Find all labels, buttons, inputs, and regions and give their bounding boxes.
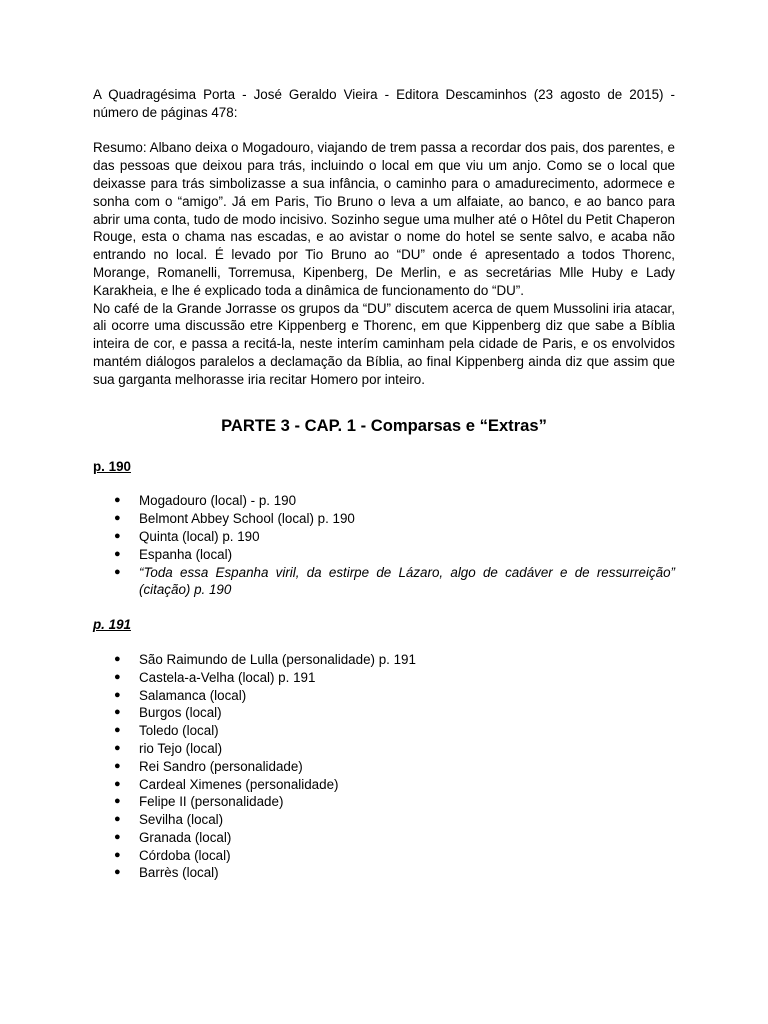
bullet-icon: ● bbox=[114, 512, 121, 525]
bullet-icon: ● bbox=[114, 848, 121, 861]
list-item bbox=[93, 687, 675, 705]
bullet-icon: ● bbox=[114, 688, 121, 701]
list-item-text: Quinta (local) p. 190 bbox=[139, 528, 260, 544]
bullet-icon: ● bbox=[114, 759, 121, 772]
list-item-text: Cardeal Ximenes (personalidade) bbox=[139, 776, 339, 792]
bullet-icon: ● bbox=[114, 670, 121, 683]
list-item bbox=[93, 492, 675, 510]
header-line: A Quadragésima Porta - José Geraldo Vieira - Editora Descaminhos (23 agosto de 2015) - número de páginas 478: bbox=[93, 87, 675, 120]
list-item bbox=[93, 510, 675, 528]
list-item-text: Felipe II (personalidade) bbox=[139, 794, 284, 810]
list-item bbox=[93, 651, 675, 669]
bullet-icon: ● bbox=[114, 813, 121, 826]
list-item-text: Toledo (local) bbox=[139, 723, 219, 739]
list-item bbox=[93, 864, 675, 882]
page-ref-191: p. 191 bbox=[93, 617, 131, 633]
list-item bbox=[93, 811, 675, 829]
bullet-icon: ● bbox=[114, 652, 121, 665]
summary-paragraph: Resumo: Albano deixa o Mogadouro, viajando de trem passa a recordar dos pais, dos parentes, e das pessoas que deixou para trás, incluindo o local em que viu um anjo. Como se o local que deixasse para trás simbolizasse a sua infância, o caminho para o amadurecimento, adormece e sonha com o “amigo”. Já em Paris, Tio Bruno o leva a um alfaiate, ao banco, e ao banco para abrir uma conta, tudo de modo incisivo. Sozinho segue uma mulher até o Hôtel du Petit Chaperon Rouge, esta o chama nas escadas, e ao avistar o nome do hotel se sente salvo, e acaba não entrando no local. É levado por Tio Bruno ao “DU” onde é apresentado a todos Thorenc, Morange, Romanelli, Torremusa, Kipenberg, De Merlin, e as secretárias Mlle Huby e Lady Karakheia, e lhe é explicado toda a dinâmica de funcionamento do “DU”. bbox=[93, 140, 675, 298]
bullet-icon: ● bbox=[114, 741, 121, 754]
list-item-text: rio Tejo (local) bbox=[139, 740, 223, 756]
list-item bbox=[93, 722, 675, 740]
section-title: PARTE 3 - CAP. 1 - Comparsas e “Extras” bbox=[221, 415, 547, 435]
bullet-icon: ● bbox=[114, 494, 121, 507]
list-item bbox=[93, 740, 675, 758]
list-item-text: Sevilha (local) bbox=[139, 812, 224, 828]
list-item bbox=[93, 758, 675, 776]
spacer bbox=[93, 122, 675, 140]
list-item bbox=[93, 829, 675, 847]
bullet-icon: ● bbox=[114, 866, 121, 879]
bullet-icon: ● bbox=[114, 529, 121, 542]
bullet-icon: ● bbox=[114, 830, 121, 843]
list-p190 bbox=[93, 492, 675, 599]
list-item-text: Salamanca (local) bbox=[139, 687, 247, 703]
list-item bbox=[93, 793, 675, 811]
bullet-icon: ● bbox=[114, 565, 121, 578]
document-page bbox=[93, 86, 675, 899]
list-item-quote bbox=[93, 564, 675, 600]
list-item bbox=[93, 776, 675, 794]
bullet-icon: ● bbox=[114, 724, 121, 737]
list-item-text: Espanha (local) bbox=[139, 546, 233, 562]
list-item-text: Granada (local) bbox=[139, 829, 232, 845]
bullet-icon: ● bbox=[114, 706, 121, 719]
page-ref-190: p. 190 bbox=[93, 458, 131, 474]
list-item bbox=[93, 847, 675, 865]
list-item-text: São Raimundo de Lulla (personalidade) p. 191 bbox=[139, 651, 416, 667]
list-item-text: Rei Sandro (personalidade) bbox=[139, 758, 303, 774]
list-item-text: Córdoba (local) bbox=[139, 847, 231, 863]
bullet-icon: ● bbox=[114, 777, 121, 790]
list-item bbox=[93, 528, 675, 546]
list-item bbox=[93, 669, 675, 687]
summary-paragraph-continued: No café de la Grande Jorrasse os grupos da “DU” discutem acerca de quem Mussolini iria atacar, ali ocorre uma discussão etre Kippenberg e Thorenc, em que Kippenberg diz que sabe a Bíblia inteira de cor, e passa a recitá-la, neste interím caminham pela cidade de Paris, e os envolvidos mantém diálogos paralelos a declamação da Bíblia, ao final Kippenberg ainda diz que assim que sua garganta melhorasse iria recitar Homero por inteiro. bbox=[93, 300, 675, 387]
list-item-text: Mogadouro (local) - p. 190 bbox=[139, 493, 297, 509]
list-item-text: Barrès (local) bbox=[139, 865, 219, 881]
list-item bbox=[93, 546, 675, 564]
list-item-text: Belmont Abbey School (local) p. 190 bbox=[139, 511, 355, 527]
list-item bbox=[93, 704, 675, 722]
list-item-text: Castela-a-Velha (local) p. 191 bbox=[139, 669, 316, 685]
list-p191 bbox=[93, 651, 675, 882]
list-item-text: “Toda essa Espanha viril, da estirpe de Lázaro, algo de cadáver e de ressurreição” (citação) p. 190 bbox=[139, 564, 675, 598]
bullet-icon: ● bbox=[114, 547, 121, 560]
list-item-text: Burgos (local) bbox=[139, 705, 222, 721]
bullet-icon: ● bbox=[114, 795, 121, 808]
